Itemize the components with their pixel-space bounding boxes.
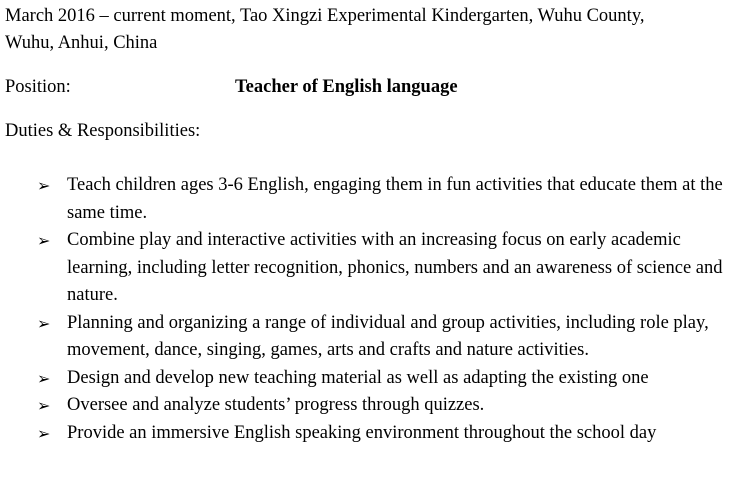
duty-item [5,365,750,393]
arrowhead-bullet-icon: ➢ [37,423,51,443]
duties-label: Duties & Responsibilities: [5,121,201,141]
duty-item [5,392,750,420]
employment-period-line-2: Wuhu, Anhui, China [5,33,158,53]
duty-item [5,420,750,448]
arrowhead-bullet-icon: ➢ [37,313,51,333]
employment-period-line-1: March 2016 – current moment, Tao Xingzi Experimental Kindergarten, Wuhu County, [5,6,645,26]
duty-text: Oversee and analyze students’ progress through quizzes. [67,395,485,415]
duty-item [5,172,750,227]
position-label: Position: [5,77,71,97]
duty-item [5,227,750,310]
duty-text: Planning and organizing a range of individual and group activities, including role play, movement, dance, singing, games, arts and crafts and nature activities. [67,312,709,360]
duty-text: Provide an immersive English speaking environment throughout the school day [67,422,657,443]
position-row [5,74,750,101]
position-title: Teacher of English language [235,77,458,97]
duties-list [5,172,750,447]
arrowhead-bullet-icon: ➢ [37,231,51,250]
resume-document [5,0,750,447]
duty-text: Combine play and interactive activities with an increasing focus on early academic learning, including letter recognition, phonics, numbers and an awareness of science and nature. [67,230,723,305]
arrowhead-bullet-icon: ➢ [37,396,51,415]
arrowhead-bullet-icon: ➢ [37,368,51,388]
duty-item [5,310,750,365]
duty-text: Teach children ages 3-6 English, engaging them in fun activities that educate them at the same time. [67,175,723,223]
arrowhead-bullet-icon: ➢ [37,176,51,195]
duty-text: Design and develop new teaching material as well as adapting the existing one [67,367,649,388]
